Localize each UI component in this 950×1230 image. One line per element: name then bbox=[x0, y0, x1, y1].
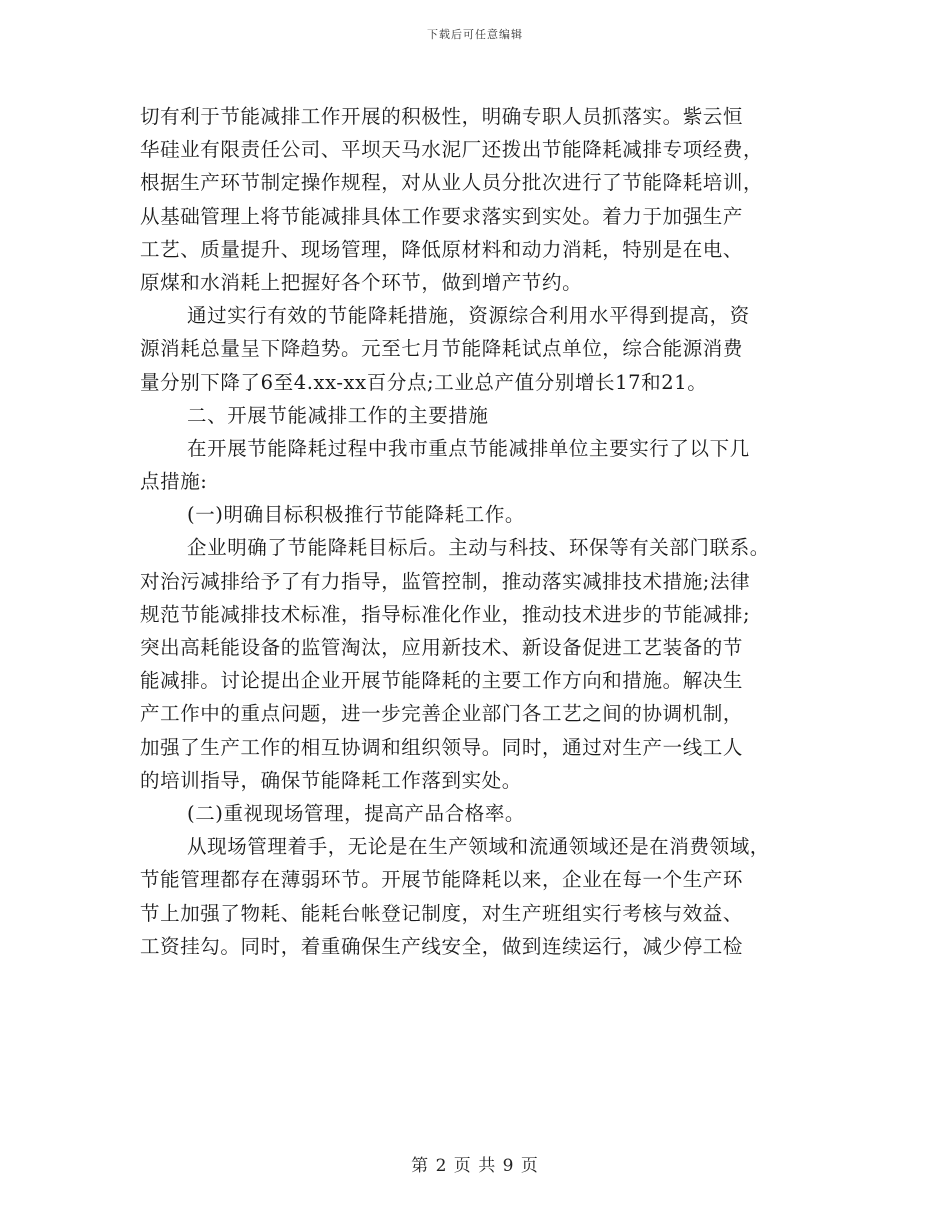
text-line: 节上加强了物耗、能耗台帐登记制度，对生产班组实行考核与效益、 bbox=[140, 901, 744, 925]
text-line: (二)重视现场管理，提高产品合格率。 bbox=[187, 801, 526, 825]
text-line: (一)明确目标积极推行节能降耗工作。 bbox=[187, 503, 526, 527]
text-line: 华硅业有限责任公司、平坝天马水泥厂还拨出节能降耗减排专项经费， bbox=[140, 138, 764, 162]
text-line: 通过实行有效的节能降耗措施，资源综合利用水平得到提高，资 bbox=[187, 304, 750, 328]
text-line: 突出高耗能设备的监管淘汰，应用新技术、新设备促进工艺装备的节 bbox=[140, 636, 744, 659]
text-line: 对治污减排给予了有力指导，监管控制，推动落实减排技术措施;法律 bbox=[140, 569, 751, 593]
text-line: 原煤和水消耗上把握好各个环节，做到增产节约。 bbox=[140, 270, 583, 294]
page-header: 下载后可任意编辑 bbox=[427, 28, 523, 41]
text-line: 加强了生产工作的相互协调和组织领导。同时，通过对生产一线工人 bbox=[140, 735, 744, 759]
text-line: 企业明确了节能降耗目标后。主动与科技、环保等有关部门联系。 bbox=[187, 536, 770, 560]
text-line: 切有利于节能减排工作开展的积极性，明确专职人员抓落实。紫云恒 bbox=[140, 105, 744, 128]
text-line: 节能管理都存在薄弱环节。开展节能降耗以来，企业在每一个生产环 bbox=[140, 868, 744, 892]
text-line: 规范节能减排技术标准，指导标准化作业，推动技术进步的节能减排; bbox=[140, 602, 751, 626]
text-line: 在开展节能降耗过程中我市重点节能减排单位主要实行了以下几 bbox=[187, 436, 750, 460]
text-line: 二、开展节能减排工作的主要措施 bbox=[187, 403, 489, 427]
text-line: 根据生产环节制定操作规程，对从业人员分批次进行了节能降耗培训， bbox=[140, 171, 764, 195]
document-body bbox=[140, 100, 815, 963]
text-line: 点措施: bbox=[140, 470, 208, 494]
text-line: 工资挂勾。同时，着重确保生产线安全，做到连续运行，减少停工检 bbox=[140, 934, 744, 958]
page-number-footer: 第 2 页 共 9 页 bbox=[411, 1156, 539, 1176]
text-line: 产工作中的重点问题，进一步完善企业部门各工艺之间的协调机制， bbox=[140, 702, 744, 726]
text-line: 工艺、质量提升、现场管理，降低原材料和动力消耗，特别是在电、 bbox=[140, 237, 744, 261]
text-line: 从现场管理着手，无论是在生产领域和流通领域还是在消费领域， bbox=[187, 835, 770, 859]
text-line: 源消耗总量呈下降趋势。元至七月节能降耗试点单位，综合能源消费 bbox=[140, 337, 744, 361]
text-line: 的培训指导，确保节能降耗工作落到实处。 bbox=[140, 768, 522, 792]
text-line: 能减排。讨论提出企业开展节能降耗的主要工作方向和措施。解决生 bbox=[140, 669, 744, 693]
text-line: 从基础管理上将节能减排具体工作要求落实到实处。着力于加强生产 bbox=[140, 204, 744, 228]
text-line: 量分别下降了6至4.xx-xx百分点;工业总产值分别增长17和21。 bbox=[140, 370, 708, 394]
